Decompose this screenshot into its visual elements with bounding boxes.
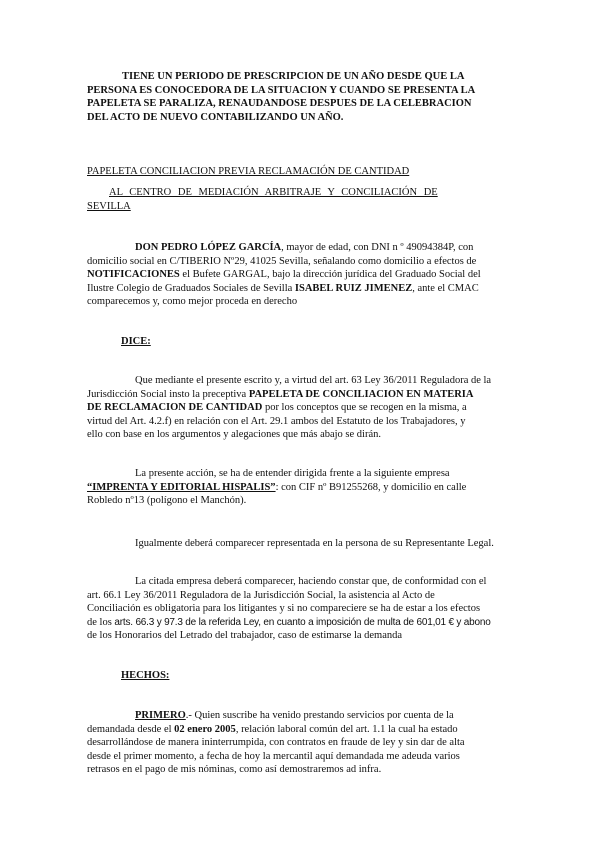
papeleta-label: PAPELETA DE CONCILIACION EN MATERIA — [248, 388, 474, 400]
party-paragraph — [87, 241, 517, 309]
comparecer-text: de los — [87, 616, 115, 628]
intro-line: TIENE UN PERIODO DE PRESCRIPCION DE UN AÑO DESDE QUE LA — [122, 71, 465, 82]
party-text: , ante el CMAC — [412, 282, 479, 294]
party-text: domicilio social en C/TIBERIO Nº29, 41025 Sevilla, señalando como domicilio a efectos de — [87, 255, 477, 267]
comparecer-paragraph — [87, 575, 517, 643]
representante-text: Igualmente deberá comparecer representada en la persona de su Representante Legal. — [135, 538, 494, 549]
comparecer-text: Conciliación es obligatoria para los litigantes y si no compareciere se ha de estar a los efectos — [87, 603, 481, 615]
primero-text: desarrollándose de manera ininterrumpida, con contratos en fraude de ley y sin dar de alta — [87, 737, 465, 749]
intro-line: PERSONA ES CONOCEDORA DE LA SITUACION Y CUANDO SE PRESENTA LA — [87, 84, 476, 96]
party-text: comparecemos y, como mejor proceda en derecho — [87, 296, 298, 308]
primero-text: demandada desde el — [87, 723, 175, 735]
party-text: Ilustre Colegio de Graduados Sociales de Sevilla — [87, 282, 295, 294]
dice-text: Que mediante el presente escrito y, a virtud del art. 63 Ley 36/2011 Reguladora de la — [135, 375, 492, 386]
party-name: DON PEDRO LÓPEZ GARCÍA — [135, 242, 282, 253]
dice-heading: DICE: — [121, 336, 151, 347]
dice-paragraph — [87, 374, 517, 442]
intro-line: DEL ACTO DE NUEVO CONTABILIZANDO UN AÑO. — [87, 111, 344, 123]
dice-text: ello con base en los argumentos y alegaciones que más abajo se dirán. — [87, 429, 382, 441]
comparecer-text: de los Honorarios del Letrado del trabajador, caso de estimarse la demanda — [87, 630, 403, 642]
accion-text: : con CIF nº B91255268, y domicilio en calle — [275, 481, 467, 493]
comparecer-text: La citada empresa deberá comparecer, haciendo constar que, de conformidad con el — [135, 576, 487, 587]
addressee-line: AL CENTRO DE MEDIACIÓN ARBITRAJE Y CONCILIACIÓN DE — [109, 187, 438, 198]
reclamacion-label: DE RECLAMACION DE CANTIDAD — [87, 402, 263, 414]
primero-text: retrasos en el pago de mis nóminas, como así demostraremos ad infra. — [87, 764, 382, 776]
intro-line: PAPELETA SE PARALIZA, RENAUDANDOSE DESPUES DE LA CELEBRACION — [87, 98, 472, 110]
company-name: “IMPRENTA Y EDITORIAL HISPALIS” — [87, 481, 276, 493]
primero-paragraph — [87, 709, 517, 777]
dice-text: virtud del Art. 4.2.f) en relación con el Art. 29.1 ambos del Estatuto de los Trabajadores, y — [87, 415, 466, 427]
accion-text: Robledo nº13 (polígono el Manchón). — [87, 495, 247, 507]
lawyer-name: ISABEL RUIZ JIMENEZ — [294, 282, 413, 294]
hechos-heading: HECHOS: — [121, 670, 170, 681]
primero-text: desde el primer momento, a fecha de hoy la mercantil aquí demandada me adeuda varios — [87, 750, 460, 762]
addressee-line: SEVILLA — [87, 200, 131, 212]
party-text: el Bufete GARGAL, bajo la dirección jurídica del Graduado Social del — [179, 269, 481, 281]
primero-text: .- Quien suscribe ha venido prestando servicios por cuenta de la — [185, 710, 454, 721]
accion-text: La presente acción, se ha de entender dirigida frente a la siguiente empresa — [135, 468, 450, 479]
comparecer-text: arts. 66.3 y 97.3 de la referida Ley, en cuanto a imposición de multa de 601,01 € y abono — [114, 616, 491, 628]
comparecer-text: art. 66.1 Ley 36/2011 Reguladora de la Jurisdicción Social, la asistencia al Acto de — [87, 589, 435, 601]
party-text: , mayor de edad, con DNI n º 49094384P, con — [281, 242, 474, 253]
accion-paragraph — [87, 467, 517, 508]
primero-label: PRIMERO — [135, 710, 186, 721]
notifications-label: NOTIFICACIONES — [87, 269, 180, 281]
representante-paragraph — [135, 537, 525, 551]
addressee — [87, 186, 515, 213]
dice-text: Jurisdicción Social insto la preceptiva — [87, 388, 249, 400]
start-date: 02 enero 2005 — [174, 723, 236, 735]
document-title: PAPELETA CONCILIACION PREVIA RECLAMACIÓN DE CANTIDAD — [87, 166, 410, 177]
primero-text: , relación laboral común del art. 1.1 la cual ha estado — [235, 723, 458, 735]
dice-text: por los conceptos que se recogen en la misma, a — [262, 402, 467, 414]
intro-paragraph — [87, 70, 515, 124]
